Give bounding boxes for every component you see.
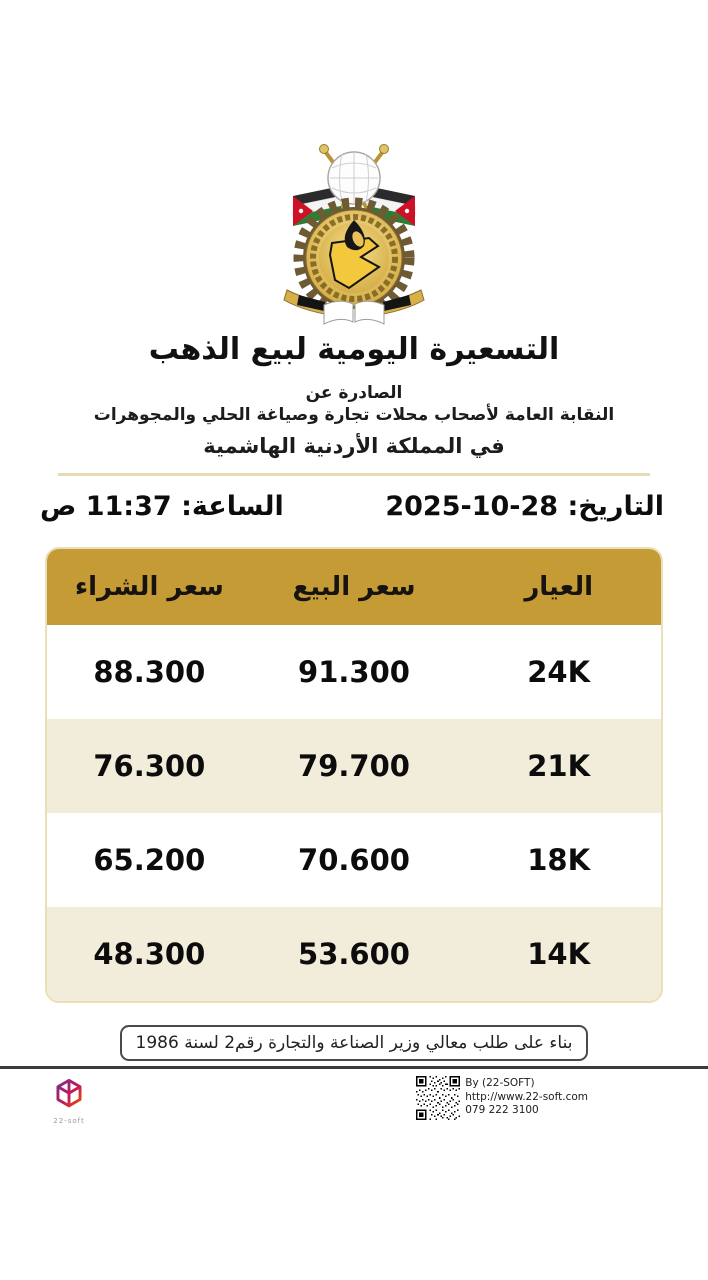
credit-block [416,1076,588,1120]
time-label: الساعة: [181,491,284,522]
sell-value: 70.600 [298,843,410,877]
logo-wrap [0,0,708,330]
time-suffix: ص [40,491,77,522]
col-sell-price: سعر البيع [292,572,416,602]
date-value: 28-10-2025 [385,491,559,522]
credit-url: http://www.22-soft.com [465,1090,588,1103]
page-title: التسعيرة اليومية لبيع الذهب [148,332,560,367]
table-header-row [47,549,661,625]
buy-value: 76.300 [93,749,206,783]
sell-value: 91.300 [298,655,410,689]
credit-by: By (22-SOFT) [465,1077,535,1089]
col-karat: العيار [524,572,594,602]
footer-bar [0,1069,708,1125]
karat-value: 14K [527,937,591,971]
time-display [40,491,284,522]
syndicate-emblem-icon [279,140,429,326]
issued-by-line: الصادرة عن [305,383,403,403]
credit-lines [465,1076,588,1118]
22soft-cube-icon [52,1076,86,1112]
kingdom-line: في المملكة الأردنية الهاشمية [203,434,505,458]
price-table-wrap [45,547,663,1003]
time-value: 11:37 [85,491,172,522]
col-buy-price: سعر الشراء [74,572,224,602]
table-row-18k [47,813,661,907]
brand-caption: 22-soft [53,1117,85,1125]
sell-value: 53.600 [298,937,410,971]
ministry-note: بناء على طلب معالي وزير الصناعة والتجارة رقم2 لسنة 1986 [120,1025,589,1061]
karat-value: 24K [527,655,591,689]
karat-value: 21K [527,749,591,783]
credit-phone: 079 222 3100 [465,1104,539,1117]
table-row-14k [47,907,661,1001]
sell-value: 79.700 [298,749,410,783]
table-row-24k [47,625,661,719]
buy-value: 88.300 [93,655,206,689]
karat-value: 18K [527,843,591,877]
gold-separator [58,473,650,476]
date-display [385,491,664,522]
buy-value: 65.200 [93,843,206,877]
price-table [47,549,661,1001]
syndicate-line: النقابة العامة لأصحاب محلات تجارة وصياغة الحلي والمجوهرات [93,405,615,425]
table-row-21k [47,719,661,813]
globe-icon [328,152,380,204]
brand-block [52,1076,86,1125]
buy-value: 48.300 [93,937,206,971]
date-label: التاريخ: [567,491,664,522]
qr-code-icon [416,1076,460,1120]
datetime-row [0,491,708,522]
